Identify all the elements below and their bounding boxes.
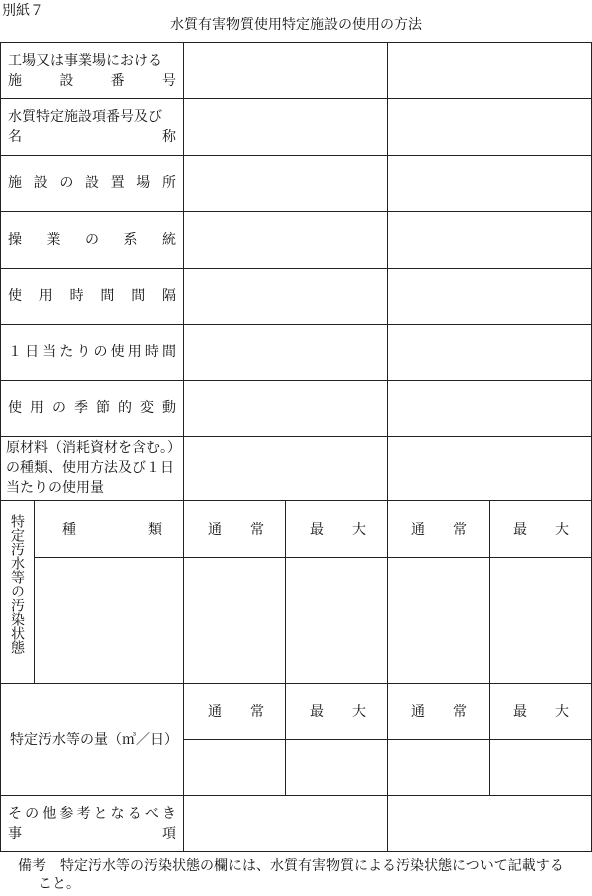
pollution-header-max-1 — [310, 520, 366, 540]
char: の — [25, 806, 40, 822]
char: 類 — [148, 522, 162, 538]
volume-header-normal-2 — [411, 702, 467, 722]
pollution-header-normal-2 — [411, 520, 467, 540]
char: 常 — [250, 704, 264, 720]
kind-label — [62, 520, 162, 540]
char: 名 — [8, 129, 22, 145]
document-title: 水質有害物質使用特定施設の使用の方法 — [170, 17, 422, 33]
char: 設 — [33, 175, 48, 191]
char: き — [161, 806, 176, 822]
volume-header-normal-1 — [208, 702, 264, 722]
char: 系 — [123, 232, 138, 248]
char: 号 — [161, 73, 176, 89]
facility-number-label — [8, 51, 176, 91]
char: 考 — [76, 806, 91, 822]
char: 的 — [118, 400, 132, 416]
char: 最 — [310, 522, 324, 538]
char: 項 — [162, 826, 176, 842]
char: 変 — [140, 400, 154, 416]
char: べ — [144, 806, 159, 822]
pollution-header-max-2 — [513, 520, 569, 540]
char: 置 — [110, 175, 125, 191]
volume-header-max-2 — [513, 702, 569, 722]
char: 常 — [453, 704, 467, 720]
char: る — [127, 806, 142, 822]
char: 施 — [8, 73, 22, 89]
char: 業 — [46, 232, 61, 248]
char: 間 — [100, 288, 115, 304]
location-label — [8, 173, 176, 193]
char: 使 — [8, 400, 22, 416]
char: 事 — [8, 826, 22, 842]
char: 時 — [144, 344, 159, 360]
char: の — [52, 400, 66, 416]
char: 常 — [250, 522, 264, 538]
char: 場 — [136, 175, 151, 191]
char: 番 — [110, 73, 125, 89]
operation-label — [8, 230, 176, 250]
char: 参 — [59, 806, 74, 822]
char: 使 — [110, 344, 125, 360]
char: 最 — [513, 522, 527, 538]
char: 所 — [161, 175, 176, 191]
facility-number-line1: 工場又は事業場における — [8, 53, 162, 69]
char: 間 — [131, 288, 146, 304]
char: 種 — [62, 522, 76, 538]
pollution-state-label: 特定汚水等の汚染状態 — [9, 514, 25, 654]
char: 大 — [555, 522, 569, 538]
remarks-text: 特定汚水等の汚染状態の欄には、水質有害物質による汚染状態について記載する — [60, 858, 564, 874]
daily-hours-label — [8, 342, 176, 362]
remarks-label: 備考 — [18, 858, 46, 874]
char: 通 — [208, 704, 222, 720]
char: 動 — [162, 400, 176, 416]
materials-line2: の種類、使用方法及び１日 — [6, 460, 174, 476]
char: た — [59, 344, 74, 360]
char: そ — [8, 806, 22, 822]
char: 設 — [59, 73, 74, 89]
char: 通 — [411, 522, 425, 538]
annex-label: 別紙７ — [2, 3, 44, 19]
char: 日 — [25, 344, 40, 360]
others-line1 — [8, 804, 176, 824]
pollution-header-normal-1 — [208, 520, 264, 540]
facility-item-label — [8, 107, 176, 147]
char: の — [85, 232, 99, 248]
char: 隔 — [161, 288, 176, 304]
volume-header-max-1 — [310, 702, 366, 722]
char: 最 — [513, 704, 527, 720]
remarks-line2: こと。 — [38, 876, 80, 892]
char: 称 — [162, 129, 176, 145]
char: 時 — [69, 288, 84, 304]
char: 使 — [8, 288, 22, 304]
char: 大 — [352, 522, 366, 538]
char: 季 — [74, 400, 88, 416]
char: 用 — [38, 288, 53, 304]
interval-label — [8, 286, 176, 306]
char: 当 — [42, 344, 57, 360]
char: 他 — [42, 806, 57, 822]
char: 最 — [310, 704, 324, 720]
facility-number-line2 — [8, 71, 176, 91]
char: 統 — [162, 232, 176, 248]
char: 操 — [8, 232, 22, 248]
char: な — [110, 806, 125, 822]
char: 施 — [8, 175, 22, 191]
char: 間 — [161, 344, 176, 360]
char: の — [59, 175, 74, 191]
char: 設 — [84, 175, 99, 191]
seasonal-label — [8, 398, 176, 418]
materials-line1: 原材料（消耗資材を含む。） — [6, 440, 181, 456]
remarks-line1 — [18, 857, 590, 875]
char: 大 — [352, 704, 366, 720]
facility-item-line1: 水質特定施設項番号及び — [8, 109, 162, 125]
materials-label — [6, 438, 182, 498]
char: 常 — [453, 522, 467, 538]
facility-item-line2 — [8, 127, 176, 147]
others-line2 — [8, 824, 176, 844]
char: 通 — [208, 522, 222, 538]
char: 用 — [30, 400, 44, 416]
char: 節 — [96, 400, 110, 416]
volume-label: 特定汚水等の量（㎥／日） — [10, 732, 178, 748]
char: 通 — [411, 704, 425, 720]
char: 用 — [127, 344, 142, 360]
char: １ — [8, 344, 22, 360]
materials-line3: 当たりの使用量 — [6, 480, 104, 496]
char: の — [93, 344, 108, 360]
char: 大 — [555, 704, 569, 720]
others-label — [8, 804, 176, 844]
char: と — [93, 806, 108, 822]
char: り — [76, 344, 91, 360]
remarks-note — [18, 857, 590, 893]
